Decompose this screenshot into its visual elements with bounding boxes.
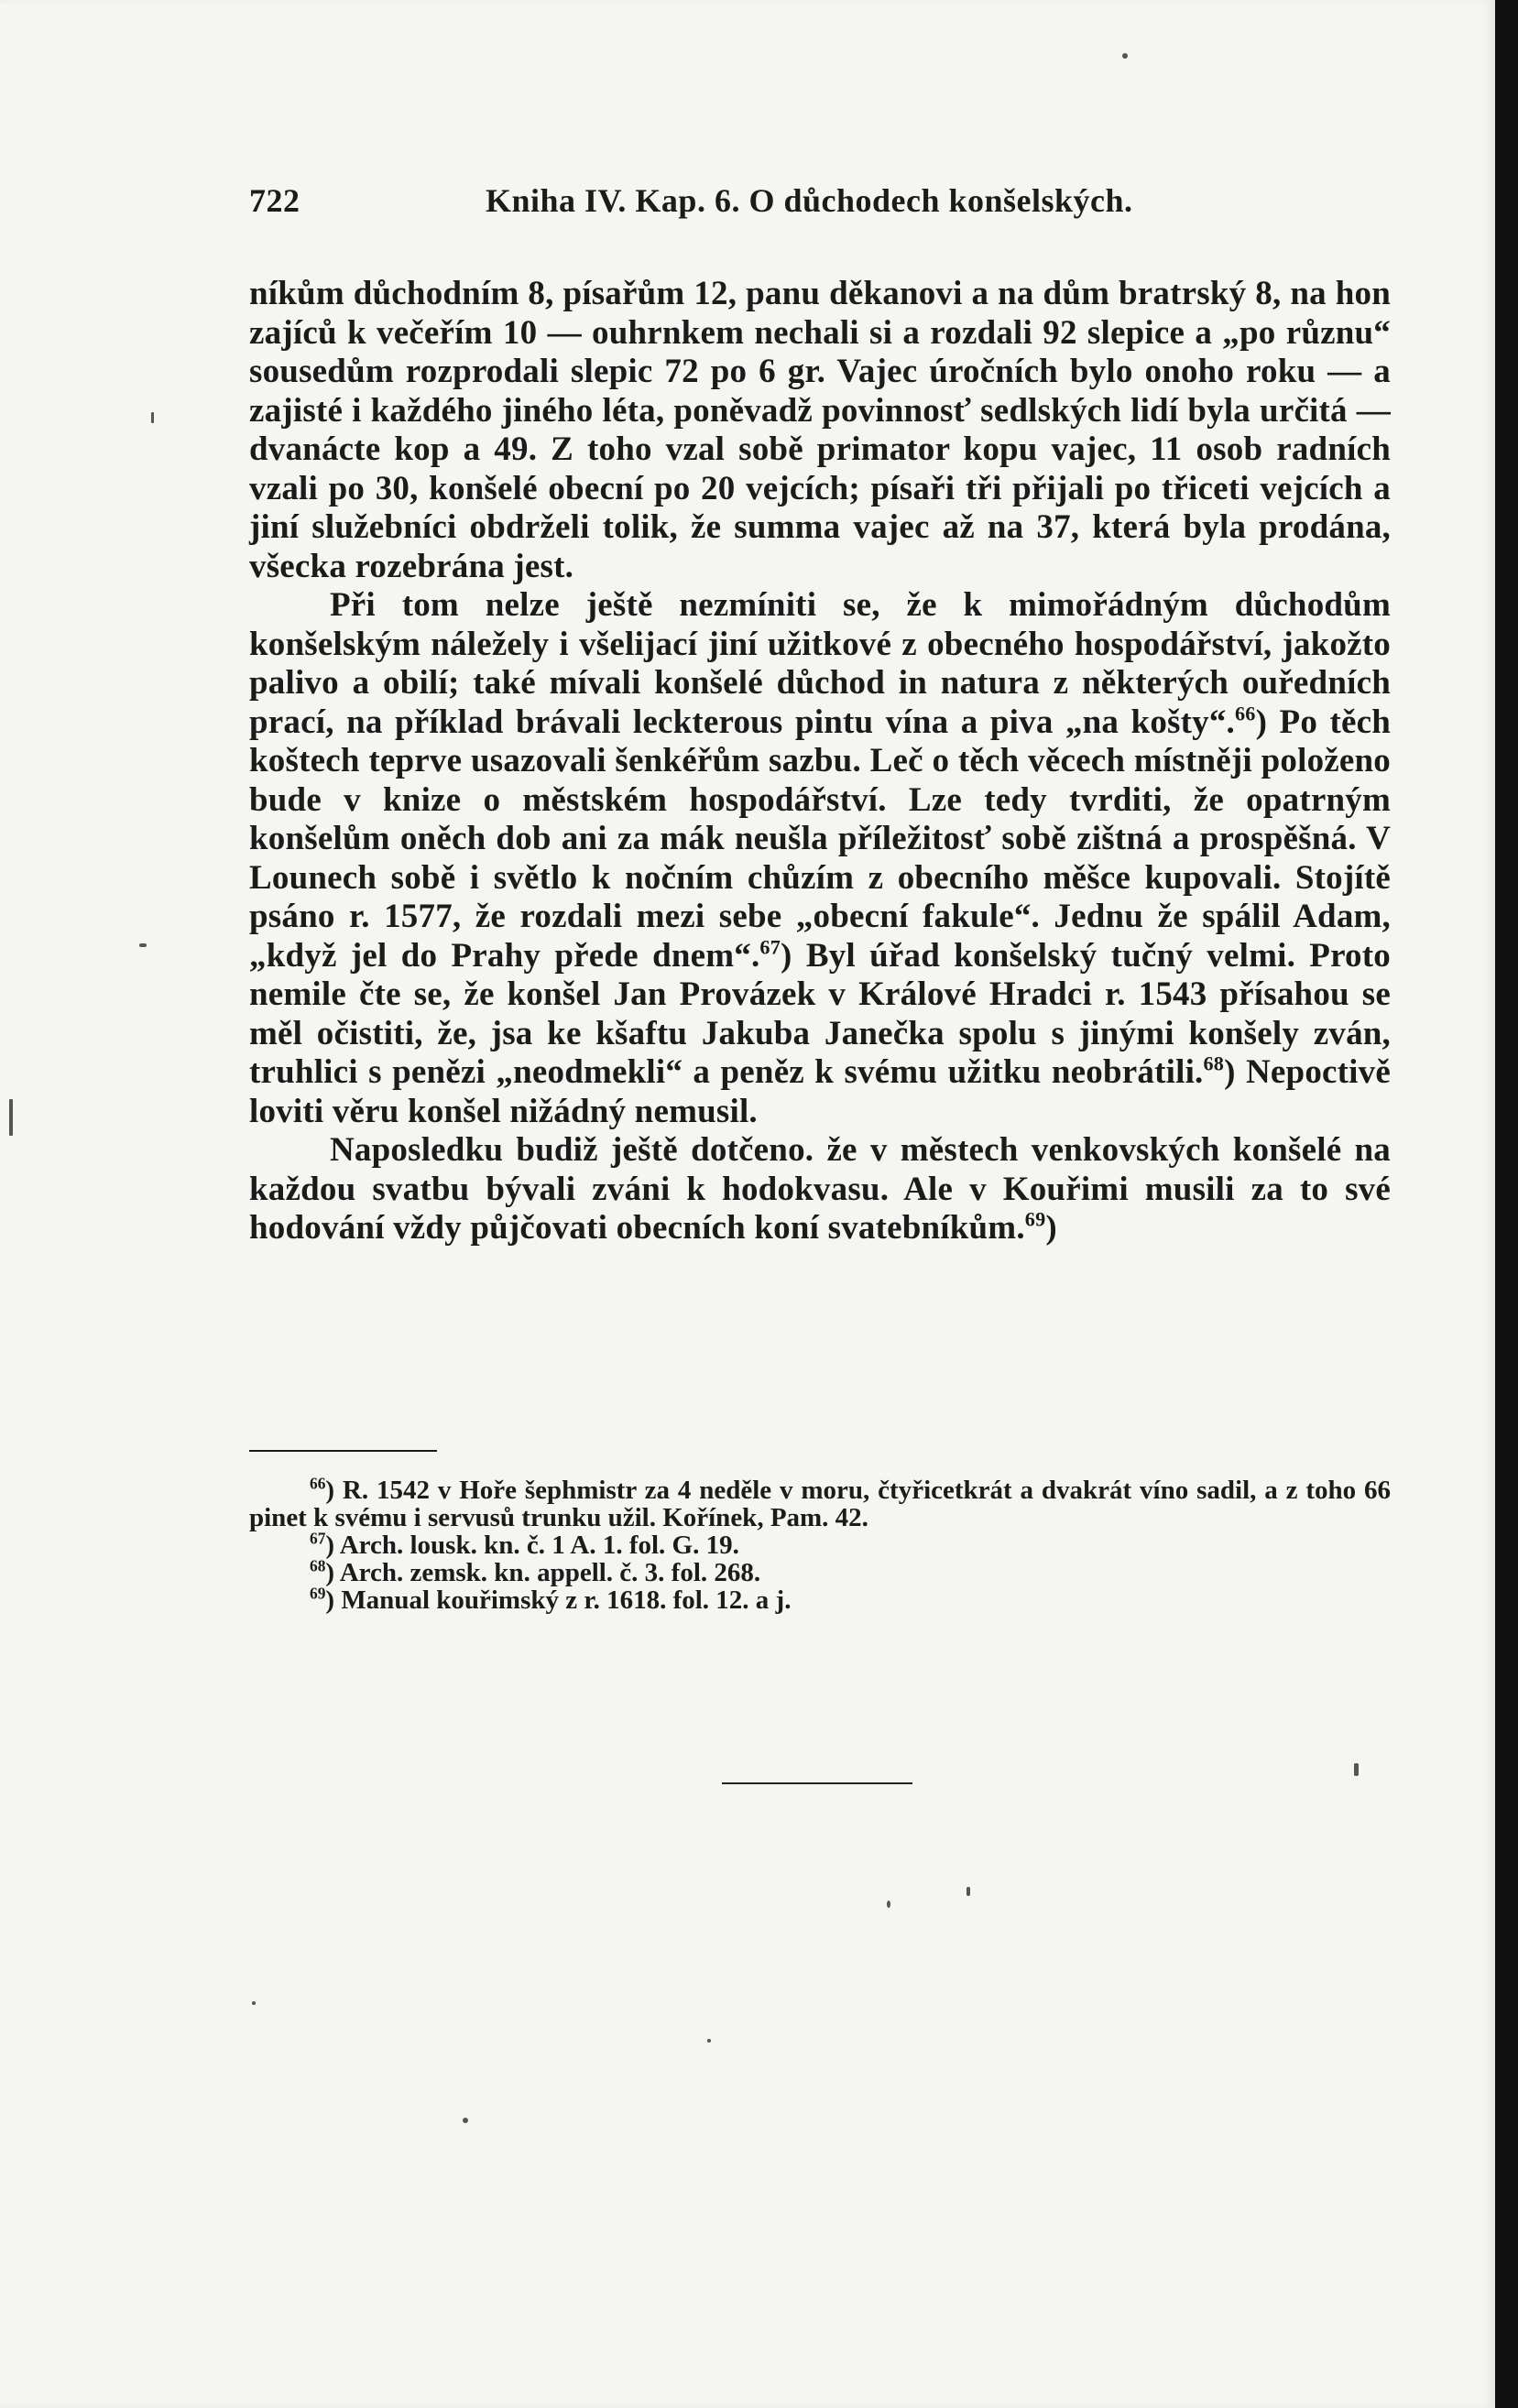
footnote-ref: 66 xyxy=(1235,702,1256,725)
end-rule xyxy=(722,1782,912,1784)
footnote-ref: 68 xyxy=(1203,1051,1225,1075)
footnote: $^{69}$) Manual kouřimský z r. 1618. fol. 12. a j. xyxy=(310,1584,792,1615)
scan-speck xyxy=(887,1901,890,1908)
scan-speck xyxy=(139,943,147,947)
paragraph-text: níkům důchodním 8, písařům 12, panu děkanovi a na dům bratrský 8, na hon zajíců k večeřím 10 — ouhrnkem nechali si a rozdali 92 slepice a „po různu“ sousedům rozprodali slepic 72 po 6 gr. Vajec úročních bylo onoho roku — a zajisté i každého jiného léta, poněvadž povinnosť sedlských lidí byla určitá — dvanácte kop a 49. Z toho vzal sobě primator kopu vajec, 11 osob radních vzali po 30, konšelé obecní po 20 vejcích; písaři tři přijali po třiceti vejcích a jiní služebníci obdrželi tolik, že summa vajec až na 37, která byla prodána, všecka rozebrána jest. xyxy=(249,275,1391,585)
running-head: Kniha IV. Kap. 6. O důchodech konšelských. xyxy=(486,182,1133,219)
scan-border xyxy=(1495,0,1518,2408)
footnote-number: 69 xyxy=(310,1584,326,1603)
paragraph: Naposledku budiž ještě dotčeno. že v městech venkovských konšelé na každou svatbu bývali zváni k hodokvasu. Ale v Kouřimi musili za to své hodování vždy půjčovati obecních koní svatebníkům.$^{69}$) xyxy=(249,1131,1391,1247)
scan-speck xyxy=(252,2001,256,2005)
footnote-ref: 69 xyxy=(1024,1207,1046,1231)
paragraph-text: Při tom nelze ještě nezmíniti se, že k mimořádným důchodům konšelským náležely i všelijací jiní užitkové z obecného hospodářství, jakožto palivo a obilí; také mívali konšelé důchod in natura z některých ouředních prací, na příklad brávali leckterous pintu vína a piva „na košty“. xyxy=(249,586,1391,741)
footnote-number: 68 xyxy=(310,1556,326,1575)
footnote-text: Arch. zemsk. kn. appell. č. 3. fol. 268. xyxy=(339,1558,761,1587)
scan-speck xyxy=(1122,53,1128,59)
scan-speck xyxy=(1354,1763,1359,1776)
paragraph: Při tom nelze ještě nezmíniti se, že k mimořádným důchodům konšelským náležely i všelijací jiní užitkové z obecného hospodářství, jakožto palivo a obilí; také mívali konšelé důchod in natura z některých ouředních prací, na příklad brávali leckterous pintu vína a piva „na košty“.$^{66}$) Po těch koštech teprve usazovali šenkéřům sazbu. Leč o těch věcech místněji položeno bude v knize o městském hospodářství. Lze tedy tvrditi, že opatrným konšelům oněch dob ani za mák neušla příležitosť sobě zištná a prospěšná. V Lounech sobě i světlo k nočním chůzím z obecního měšce kupovali. Stojítě psáno r. 1577, že rozdali mezi sebe „obecní fakule“. Jednu že spálil Adam, „když jel do Prahy přede dnem“.$^{67}$) Byl úřad konšelský tučný velmi. Proto nemile čte se, že konšel Jan Provázek v Králové Hradci r. 1543 přísahou se měl očistiti, že, jsa ke kšaftu Jakuba Janečka spolu s jinými konšely zván, truhlici s penězi „neodmekli“ a peněz k svému užitku neobrátili.$^{68}$) Nepoctivě loviti věru konšel nižádný nemusil. xyxy=(249,586,1391,1130)
footnote: $^{66}$) R. 1542 v Hoře šephmistr za 4 neděle v moru, čtyřicetkrát a dvakrát víno sadil, a z toho 66 pinet k svému i servusů trunku užil. Kořínek, Pam. 42. xyxy=(249,1474,1391,1532)
paragraph-text: Naposledku budiž ještě dotčeno. že v městech venkovských konšelé na každou svatbu bývali zváni k hodokvasu. Ale v Kouřimi musili za to své hodování vždy půjčovati obecních koní svatebníkům. xyxy=(249,1131,1391,1247)
footnotes xyxy=(249,1476,1391,1614)
footnote: $^{67}$) Arch. lousk. kn. č. 1 A. 1. fol. G. 19. xyxy=(310,1529,739,1560)
scan-speck xyxy=(151,412,154,423)
footnote: $^{68}$) Arch. zemsk. kn. appell. č. 3. fol. 268. xyxy=(310,1556,761,1587)
footnote-divider xyxy=(249,1450,437,1452)
footnote-number: 67 xyxy=(310,1529,326,1548)
body-text xyxy=(249,275,1391,1248)
paragraph xyxy=(249,275,1391,586)
scan-speck xyxy=(707,2039,711,2043)
footnote-text: R. 1542 v Hoře šephmistr za 4 neděle v moru, čtyřicetkrát a dvakrát víno sadil, a z toho 66 pinet k svému i servusů trunku užil. Kořínek, Pam. 42. xyxy=(249,1476,1391,1532)
footnote-text: Manual kouřimský z r. 1618. fol. 12. a j. xyxy=(341,1585,792,1615)
paragraph-text: Byl úřad konšelský tučný velmi. Proto nemile čte se, že konšel Jan Provázek v Králové Hradci r. 1543 přísahou se měl očistiti, že, jsa ke kšaftu Jakuba Janečka spolu s jinými konšely zván, truhlici s penězi „neodmekli“ a peněz k svému užitku neobrátili. xyxy=(249,936,1391,1091)
page-header xyxy=(249,181,1391,227)
scan-speck xyxy=(9,1099,13,1136)
footnote-number: 66 xyxy=(310,1474,326,1493)
paragraph-text: Nepoctivě loviti věru konšel nižádný nemusil. xyxy=(249,1053,1391,1130)
footnote-text: Arch. lousk. kn. č. 1 A. 1. fol. G. 19. xyxy=(339,1531,739,1560)
scan-speck xyxy=(463,2118,468,2123)
scan-speck xyxy=(966,1887,970,1896)
page-number: 722 xyxy=(249,182,300,219)
footnote-ref: 67 xyxy=(759,935,781,959)
paragraph-text: Po těch koštech teprve usazovali šenkéřům sazbu. Leč o těch věcech místněji položeno bude v knize o městském hospodářství. Lze tedy tvrditi, že opatrným konšelům oněch dob ani za mák neušla příležitosť sobě zištná a prospěšná. V Lounech sobě i světlo k nočním chůzím z obecního měšce kupovali. Stojítě psáno r. 1577, že rozdali mezi sebe „obecní fakule“. Jednu že spálil Adam, „když jel do Prahy přede dnem“. xyxy=(249,703,1391,975)
